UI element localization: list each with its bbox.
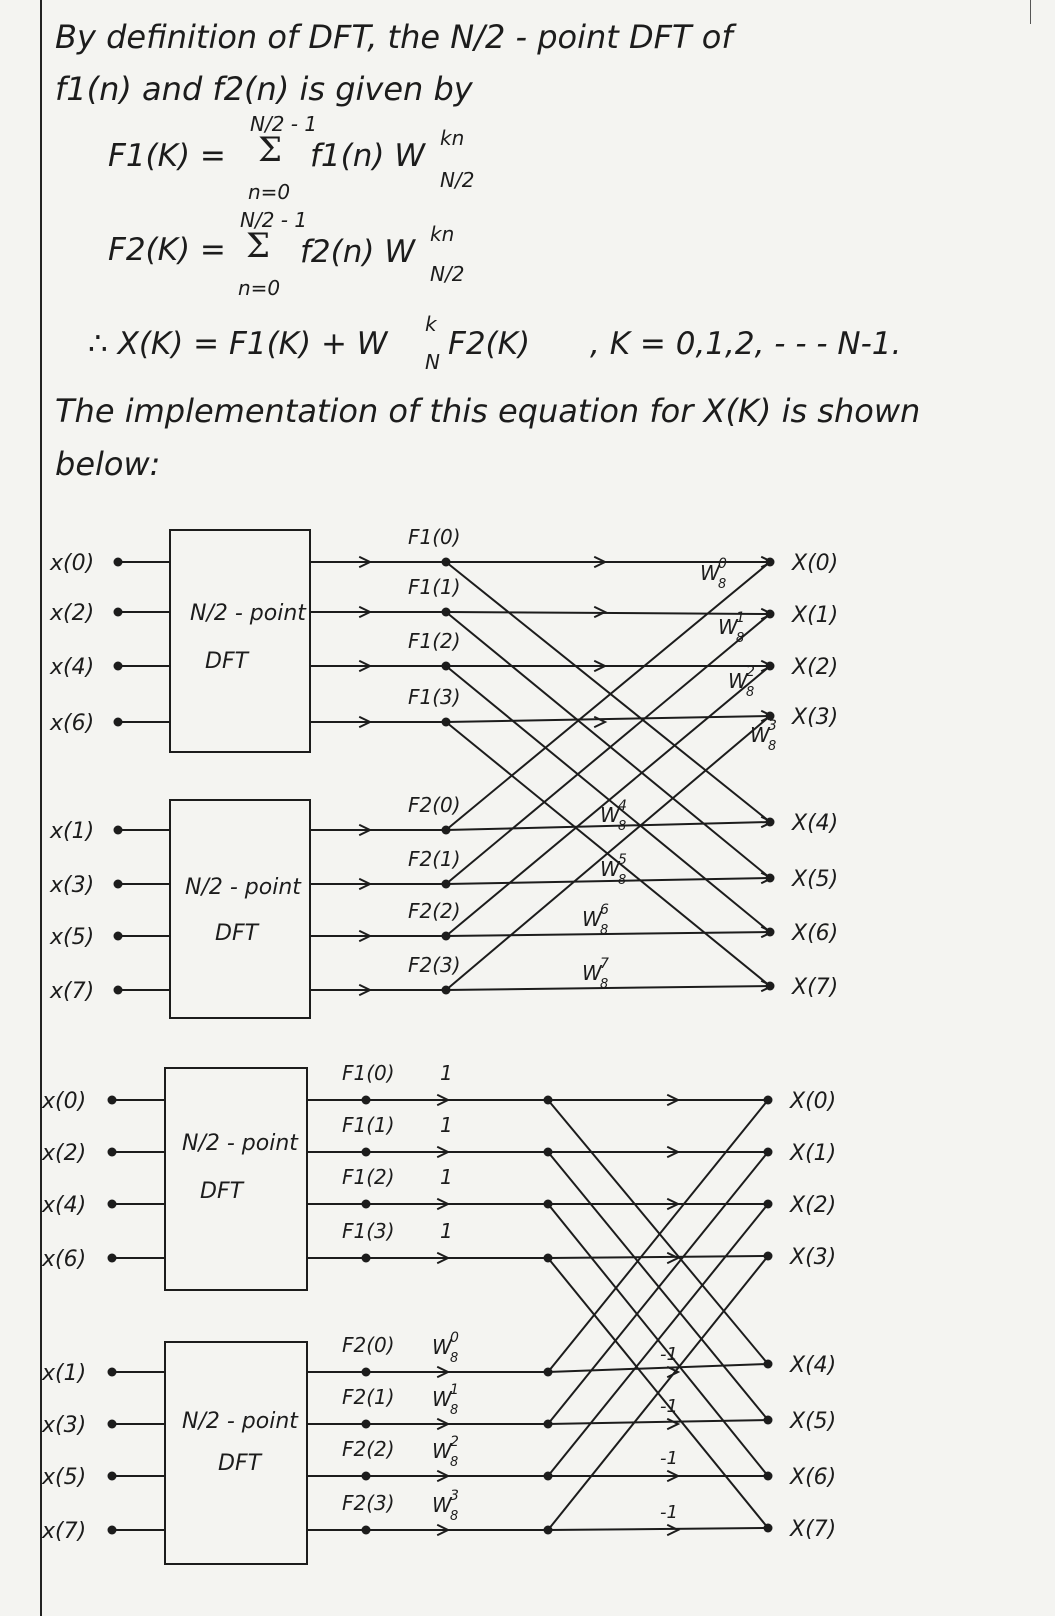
input-node xyxy=(108,1148,117,1157)
output-label: X(1) xyxy=(792,603,839,628)
output-node xyxy=(764,1148,773,1157)
dft-block-bottom xyxy=(170,800,310,1018)
input-label: x(7) xyxy=(42,1519,87,1544)
input-node xyxy=(114,662,123,671)
twiddle-label-exp: 1 xyxy=(736,610,745,626)
dft-block-bottom-label2: DFT xyxy=(215,921,259,946)
output-label: X(6) xyxy=(790,1465,837,1490)
f1-lhs: F1(K) = xyxy=(108,138,226,174)
input-node xyxy=(114,986,123,995)
f-label: F2(1) xyxy=(342,1385,395,1409)
twiddle-label-exp: 5 xyxy=(618,852,627,868)
f-label: F2(2) xyxy=(408,899,461,923)
input-label: x(3) xyxy=(42,1413,87,1438)
output-label: X(6) xyxy=(792,921,839,946)
input-node xyxy=(108,1368,117,1377)
output-label: X(3) xyxy=(790,1245,837,1270)
f1-sigma: Σ xyxy=(258,130,283,170)
mid-arrow xyxy=(667,1419,678,1429)
f-label: F2(1) xyxy=(408,847,461,871)
output-label: X(0) xyxy=(792,551,839,576)
twiddle-label: W xyxy=(432,1439,452,1463)
f1-term: f1(n) W xyxy=(310,138,425,174)
intro-line-1: By definition of DFT, the N/2 - point DFT of xyxy=(55,18,733,56)
input-label: x(4) xyxy=(42,1193,87,1218)
twiddle-label: W xyxy=(700,561,720,585)
minus-one-label: -1 xyxy=(660,1344,678,1365)
input-node xyxy=(114,880,123,889)
input-node xyxy=(108,1472,117,1481)
twiddle-label: W xyxy=(582,907,602,931)
twiddle-label: W xyxy=(432,1335,452,1359)
output-label: X(1) xyxy=(790,1141,837,1166)
output-node xyxy=(764,1096,773,1105)
f-node xyxy=(362,1368,371,1377)
straight-line xyxy=(446,716,770,722)
dft-block-bottom-label: N/2 - point xyxy=(182,1409,298,1434)
twiddle-label-sub: 8 xyxy=(618,873,627,888)
f2-term: f2(n) W xyxy=(300,234,415,270)
f2-sum-lower: n=0 xyxy=(238,276,281,300)
output-label: X(7) xyxy=(792,975,839,1000)
input-label: x(7) xyxy=(50,979,95,1004)
f-label: F2(0) xyxy=(342,1333,395,1357)
input-label: x(1) xyxy=(50,819,95,844)
f1-subscript: N/2 xyxy=(440,168,475,192)
impl-line-1: The implementation of this equation for X(K) is shown xyxy=(55,392,921,430)
twiddle-label-sub: 8 xyxy=(450,1351,459,1366)
twiddle-label-exp: 1 xyxy=(450,1382,459,1398)
twiddle-label-sub: 8 xyxy=(450,1403,459,1418)
straight-bottom-line xyxy=(548,1528,768,1530)
f2-sum-upper: N/2 - 1 xyxy=(240,208,308,232)
f-label: F1(1) xyxy=(342,1113,395,1137)
f-node xyxy=(362,1096,371,1105)
straight-bottom-line xyxy=(548,1364,768,1372)
gain-label: 1 xyxy=(440,1061,453,1085)
cross-down-line xyxy=(446,612,770,878)
output-label: X(5) xyxy=(790,1409,837,1434)
twiddle-label: W xyxy=(750,723,770,747)
output-label: X(4) xyxy=(790,1353,837,1378)
dft-block-top xyxy=(170,530,310,752)
output-node xyxy=(764,1416,773,1425)
twiddle-label-sub: 8 xyxy=(736,631,745,646)
output-node xyxy=(764,1524,773,1533)
straight-bottom-line xyxy=(548,1420,768,1424)
f-node xyxy=(362,1200,371,1209)
twiddle-label-sub: 8 xyxy=(600,977,609,992)
impl-line-2: below: xyxy=(55,445,161,483)
twiddle-label-exp: 3 xyxy=(768,718,777,734)
xk-exponent: k xyxy=(425,312,437,336)
output-label: X(7) xyxy=(790,1517,837,1542)
twiddle-label-sub: 8 xyxy=(618,819,627,834)
input-label: x(1) xyxy=(42,1361,87,1386)
twiddle-label-sub: 8 xyxy=(746,685,755,700)
straight-line xyxy=(548,1256,768,1258)
f-node xyxy=(362,1420,371,1429)
intro-line-2: f1(n) and f2(n) is given by xyxy=(55,70,473,108)
f-node xyxy=(362,1472,371,1481)
cross-down-line xyxy=(446,722,770,986)
f-label: F2(3) xyxy=(408,953,461,977)
twiddle-label-exp: 6 xyxy=(600,902,609,918)
output-label: X(5) xyxy=(792,867,839,892)
f-label: F1(1) xyxy=(408,575,461,599)
twiddle-label: W xyxy=(432,1387,452,1411)
xk-tail: F2(K) xyxy=(448,326,531,362)
mid-arrow xyxy=(667,1525,678,1535)
dft-block-top-label2: DFT xyxy=(205,649,249,674)
output-node xyxy=(766,928,775,937)
input-node xyxy=(114,718,123,727)
input-label: x(0) xyxy=(42,1089,87,1114)
input-label: x(6) xyxy=(42,1247,87,1272)
f1-sum-lower: n=0 xyxy=(248,180,291,204)
f1-exponent: kn xyxy=(440,126,465,150)
xk-subscript: N xyxy=(425,350,440,374)
output-node xyxy=(764,1252,773,1261)
f-label: F1(3) xyxy=(342,1219,395,1243)
straight-line xyxy=(446,612,770,614)
input-node xyxy=(108,1420,117,1429)
f-node xyxy=(362,1148,371,1157)
f2-subscript: N/2 xyxy=(430,262,465,286)
k-range: , K = 0,1,2, - - - N-1. xyxy=(590,326,902,362)
f-label: F2(2) xyxy=(342,1437,395,1461)
input-label: x(2) xyxy=(42,1141,87,1166)
f2-sigma: Σ xyxy=(246,226,271,266)
dft-block-top-label: N/2 - point xyxy=(182,1131,298,1156)
dft-block-bottom-label: N/2 - point xyxy=(185,875,301,900)
f-label: F1(0) xyxy=(408,525,461,549)
minus-one-label: -1 xyxy=(660,1448,678,1469)
input-label: x(5) xyxy=(42,1465,87,1490)
twiddle-label: W xyxy=(600,857,620,881)
input-node xyxy=(114,608,123,617)
twiddle-label-sub: 8 xyxy=(600,923,609,938)
f-label: F1(0) xyxy=(342,1061,395,1085)
f-node xyxy=(362,1526,371,1535)
input-label: x(2) xyxy=(50,601,95,626)
input-node xyxy=(114,826,123,835)
output-label: X(3) xyxy=(792,705,839,730)
output-node xyxy=(766,558,775,567)
output-label: X(2) xyxy=(792,655,839,680)
f-label: F2(0) xyxy=(408,793,461,817)
twiddle-label-exp: 3 xyxy=(450,1488,459,1504)
output-label: X(4) xyxy=(792,811,839,836)
twiddle-label-exp: 7 xyxy=(600,956,609,972)
f2-lhs: F2(K) = xyxy=(108,232,226,268)
f1-sum-upper: N/2 - 1 xyxy=(250,112,318,136)
f-label: F1(2) xyxy=(408,629,461,653)
input-label: x(5) xyxy=(50,925,95,950)
f-node xyxy=(362,1254,371,1263)
output-node xyxy=(766,874,775,883)
twiddle-label-exp: 4 xyxy=(618,798,627,814)
gain-label: 1 xyxy=(440,1165,453,1189)
minus-one-label: -1 xyxy=(660,1396,678,1417)
dft-block-top-label: N/2 - point xyxy=(190,601,306,626)
dft-block-top-label2: DFT xyxy=(200,1179,244,1204)
output-label: X(2) xyxy=(790,1193,837,1218)
twiddle-label-exp: 2 xyxy=(450,1434,459,1450)
input-label: x(0) xyxy=(50,551,95,576)
xk-lhs: ∴ X(K) = F1(K) + W xyxy=(88,326,388,362)
output-node xyxy=(766,982,775,991)
cross-up-line xyxy=(446,614,770,884)
twiddle-label-exp: 0 xyxy=(450,1330,459,1346)
twiddle-label-sub: 8 xyxy=(450,1509,459,1524)
output-node xyxy=(766,610,775,619)
output-node xyxy=(766,662,775,671)
output-node xyxy=(764,1472,773,1481)
input-label: x(4) xyxy=(50,655,95,680)
output-node xyxy=(764,1200,773,1209)
gain-label: 1 xyxy=(440,1219,453,1243)
input-node xyxy=(108,1096,117,1105)
input-node xyxy=(114,558,123,567)
input-node xyxy=(108,1526,117,1535)
dft-block-bottom-label2: DFT xyxy=(218,1451,262,1476)
twiddle-label: W xyxy=(600,803,620,827)
twiddle-label-sub: 8 xyxy=(768,739,777,754)
f-label: F1(2) xyxy=(342,1165,395,1189)
output-label: X(0) xyxy=(790,1089,837,1114)
twiddle-label-exp: 0 xyxy=(718,556,727,572)
twiddle-label-sub: 8 xyxy=(450,1455,459,1470)
input-label: x(6) xyxy=(50,711,95,736)
gain-label: 1 xyxy=(440,1113,453,1137)
twiddle-label: W xyxy=(432,1493,452,1517)
twiddle-label-sub: 8 xyxy=(718,577,727,592)
f-label: F1(3) xyxy=(408,685,461,709)
output-node xyxy=(766,818,775,827)
input-node xyxy=(108,1200,117,1209)
input-node xyxy=(114,932,123,941)
input-node xyxy=(108,1254,117,1263)
twiddle-label: W xyxy=(718,615,738,639)
twiddle-label: W xyxy=(728,669,748,693)
input-label: x(3) xyxy=(50,873,95,898)
f-label: F2(3) xyxy=(342,1491,395,1515)
minus-one-label: -1 xyxy=(660,1502,678,1523)
f2-exponent: kn xyxy=(430,222,455,246)
twiddle-label-exp: 2 xyxy=(746,664,755,680)
output-node xyxy=(764,1360,773,1369)
twiddle-label: W xyxy=(582,961,602,985)
